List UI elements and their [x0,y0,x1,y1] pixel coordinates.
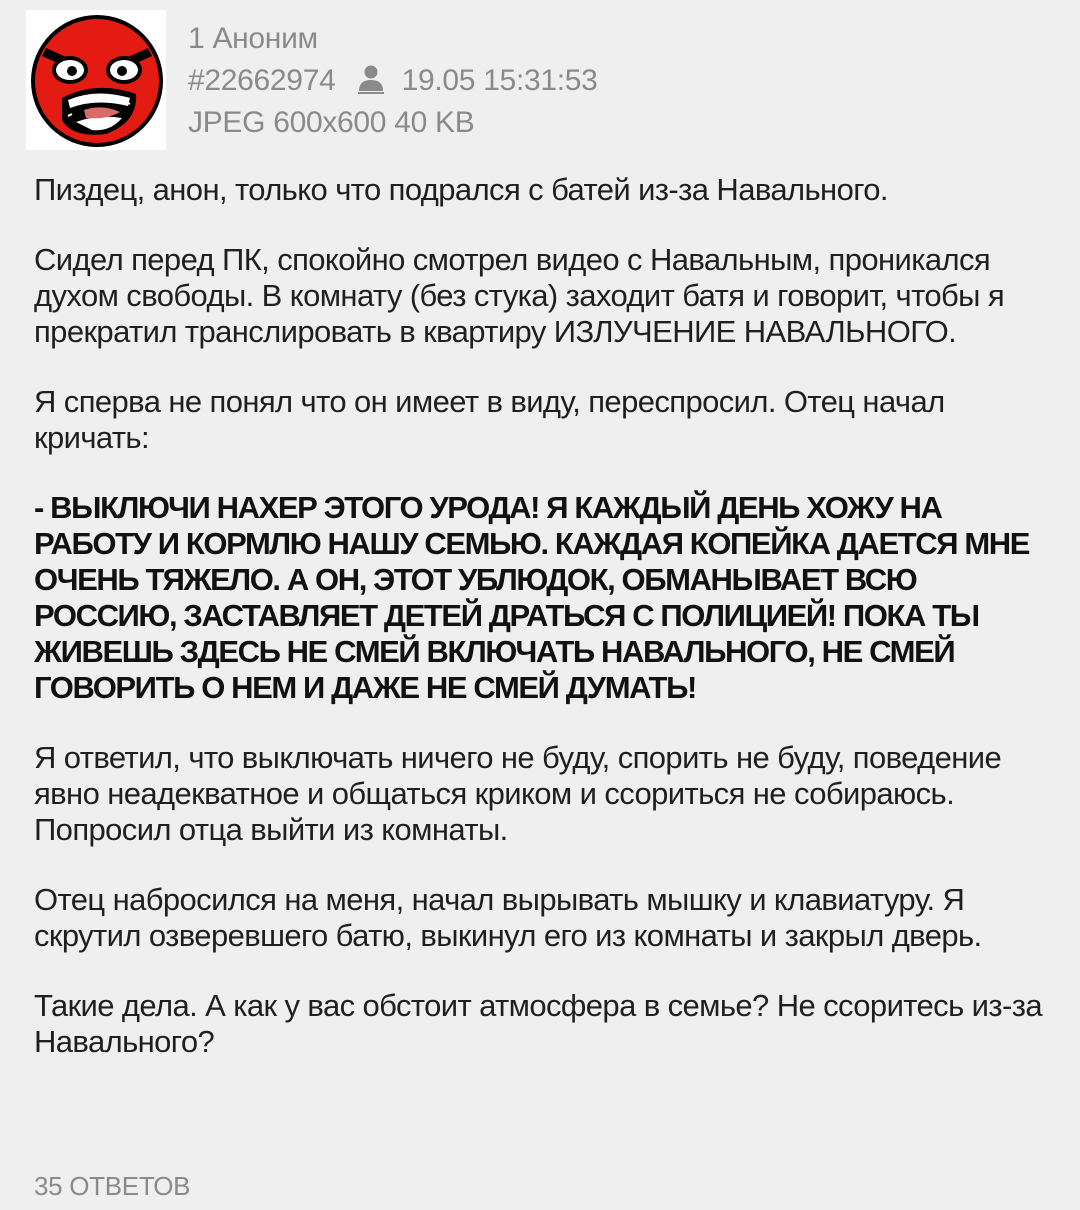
post-body [34,172,1054,1094]
post-paragraph: Отец набросился на меня, начал вырывать мышку и клавиатуру. Я скрутил озверевшего батю, выкинул его из комнаты и закрыл дверь. [34,882,982,953]
post-id-line [188,60,598,102]
post-author-line [188,18,598,60]
post-thumbnail[interactable] [26,10,166,150]
post-paragraph: Сидел перед ПК, спокойно смотрел видео с Навальным, проникался духом свободы. В комнату (без стука) заходит батя и говорит, чтобы я прекратил транслировать в квартиру ИЗЛУЧЕНИЕ НАВАЛЬНОГО. [34,242,1005,349]
post-paragraph: Я сперва не понял что он имеет в виду, переспросил. Отец начал кричать: [34,384,945,455]
angry-face-icon [26,10,166,150]
post-paragraph: Такие дела. А как у вас обстоит атмосфера в семье? Не ссоритесь из-за Навального? [34,988,1042,1059]
post-author: Аноним [212,22,318,55]
user-icon [358,64,384,94]
post-date: 19.05 15:31:53 [401,64,598,97]
post-header [26,10,1056,150]
post-paragraph: Пиздец, анон, только что подрался с батей из-за Навального. [34,172,888,207]
post-number[interactable]: 1 [188,22,205,55]
post-paragraph-bold: - ВЫКЛЮЧИ НАХЕР ЭТОГО УРОДА! Я КАЖДЫЙ ДЕНЬ ХОЖУ НА РАБОТУ И КОРМЛЮ НАШУ СЕМЬЮ. КАЖДАЯ КОПЕЙКА ДАЕТСЯ МНЕ ОЧЕНЬ ТЯЖЕЛО. А ОН, ЭТОТ УБЛЮДОК, ОБМАНЫВАЕТ ВСЮ РОССИЮ, ЗАСТАВЛЯЕТ ДЕТЕЙ ДРАТЬСЯ С ПОЛИЦИЕЙ! ПОКА ТЫ ЖИВЕШЬ ЗДЕСЬ НЕ СМЕЙ ВКЛЮЧАТЬ НАВАЛЬНОГО, НЕ СМЕЙ ГОВОРИТЬ О НЕМ И ДАЖЕ НЕ СМЕЙ ДУМАТЬ! [34,490,1030,705]
post-paragraph: Я ответил, что выключать ничего не буду, спорить не буду, поведение явно неадекватное и общаться криком и ссориться не собираюсь. Попросил отца выйти из комнаты. [34,740,1002,847]
post-meta [188,18,598,144]
file-info: JPEG 600x600 40 KB [188,106,475,139]
post-id[interactable]: #22662974 [188,64,336,97]
replies-link[interactable]: 35 ОТВЕТОВ [34,1171,191,1201]
